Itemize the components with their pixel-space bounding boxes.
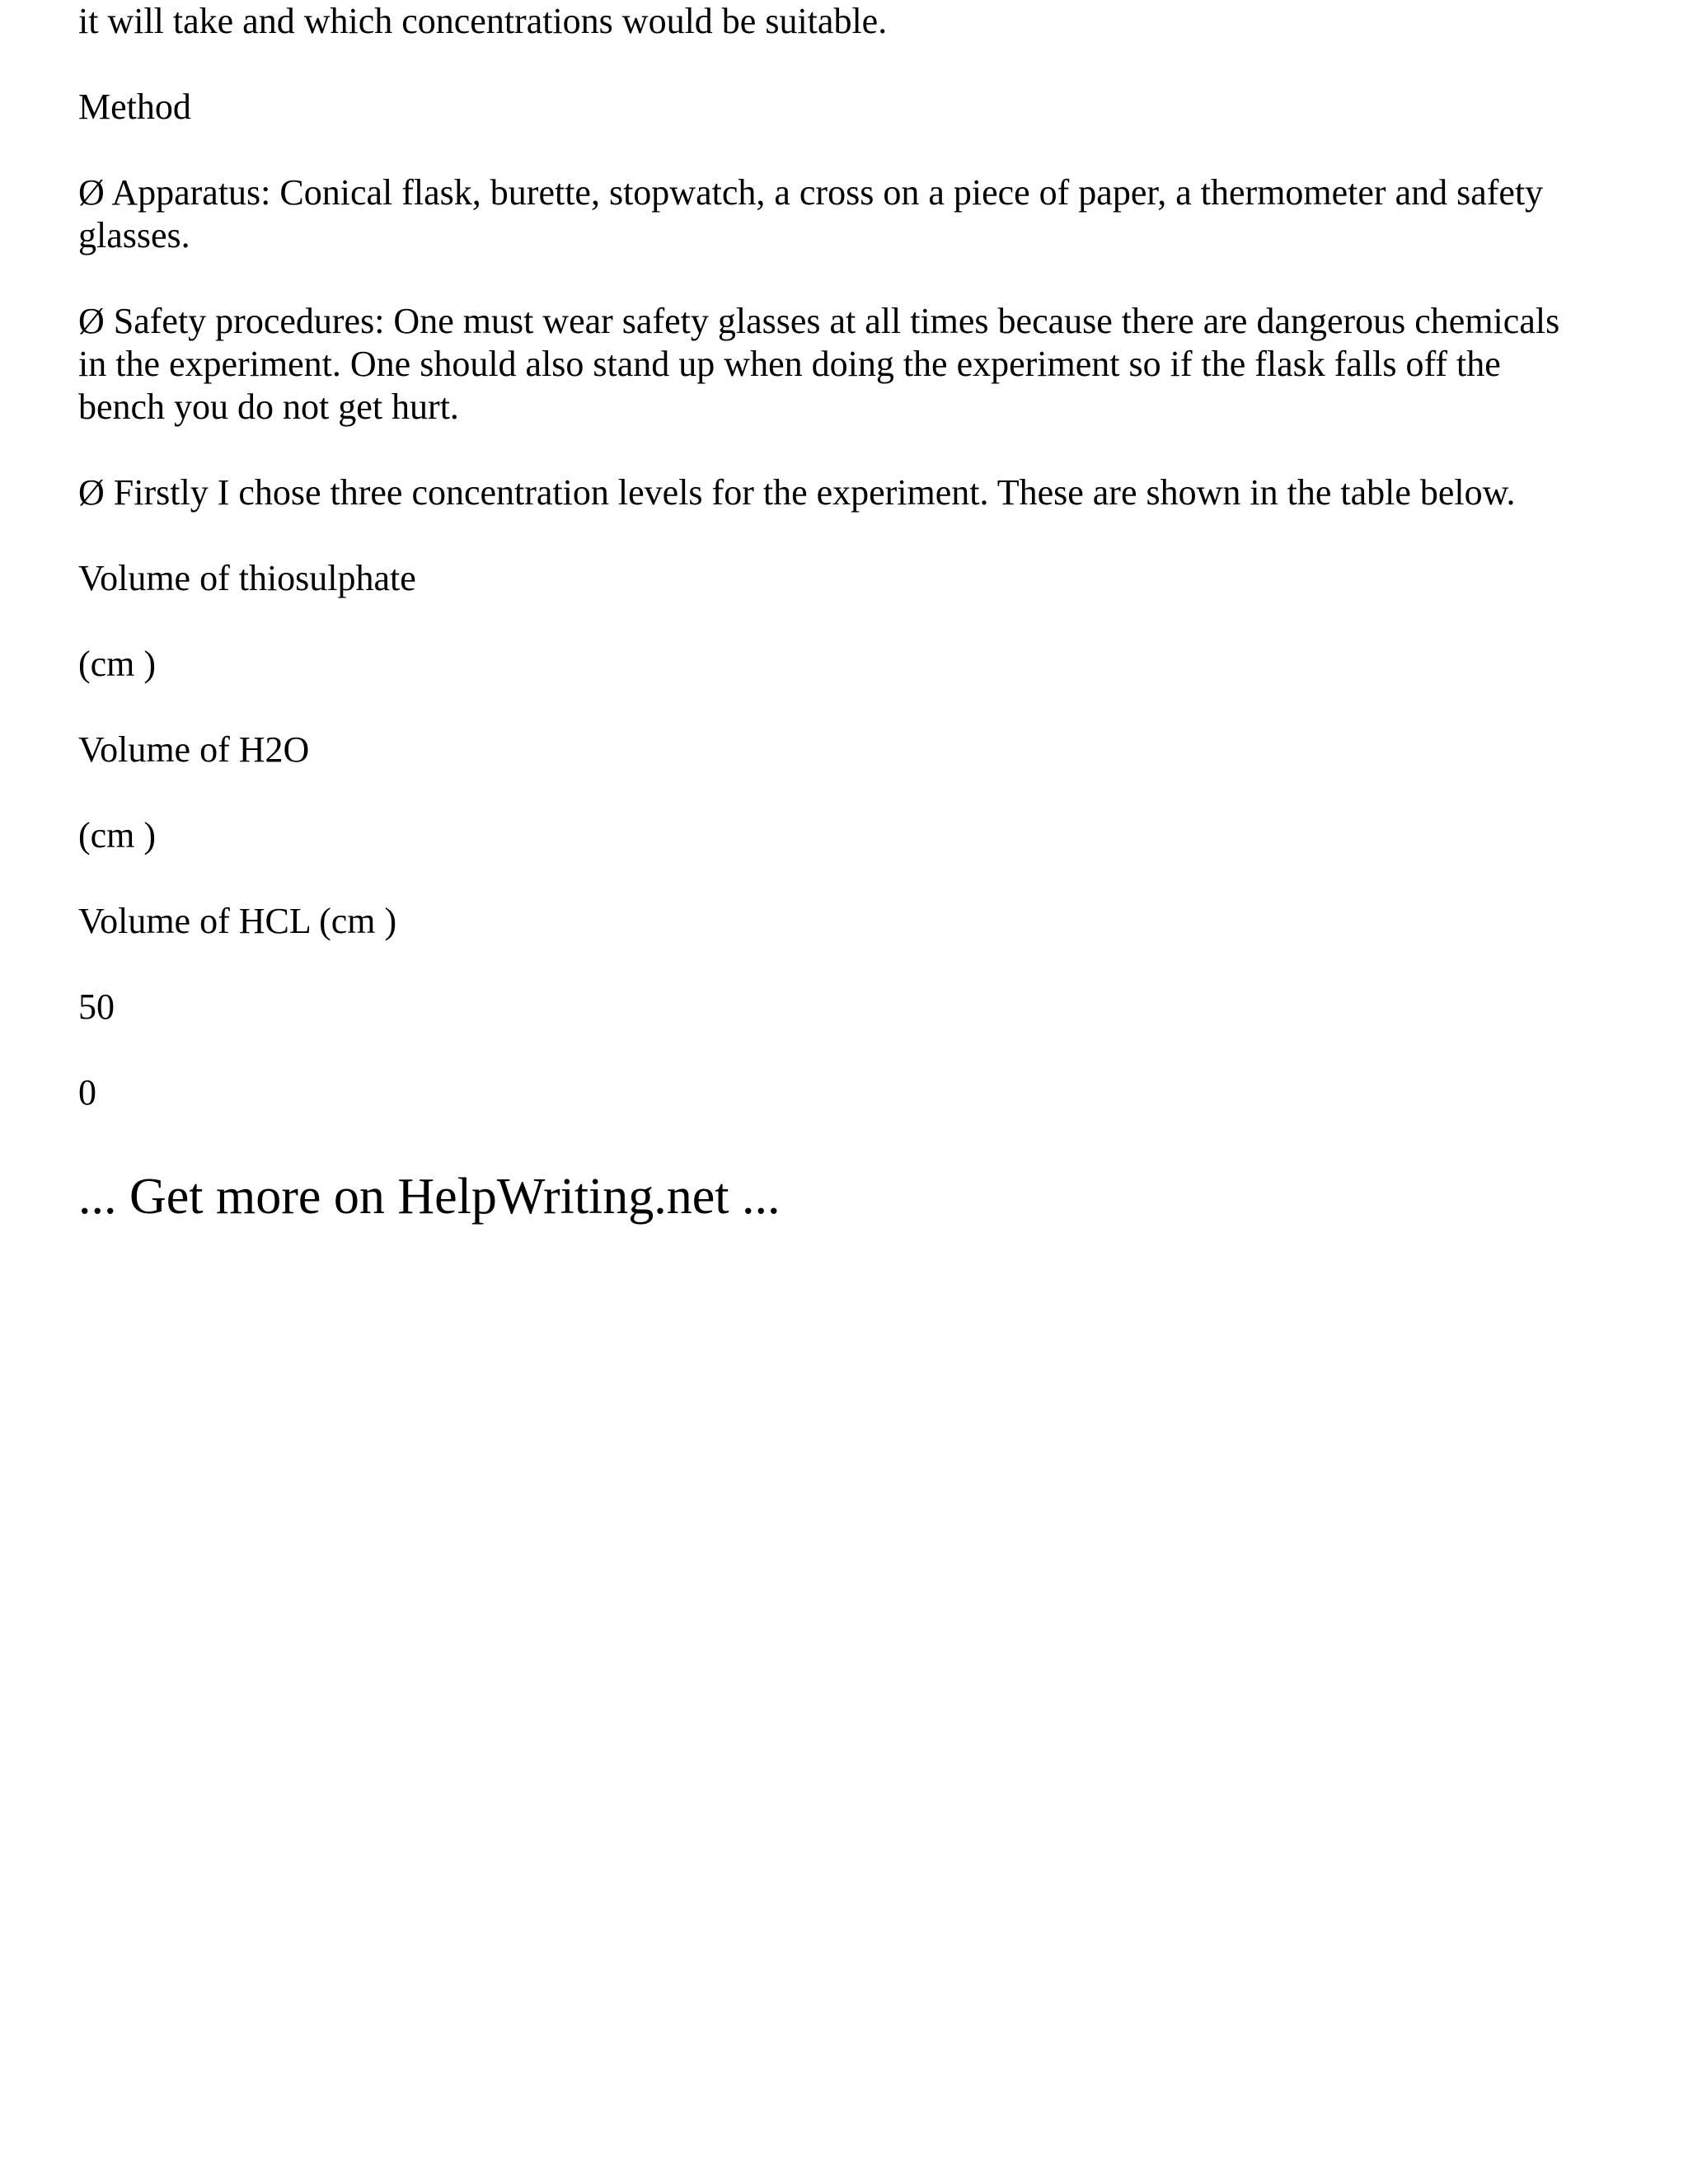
concentration-bullet: Ø Firstly I chose three concentration levels for the experiment. These are shown in the table below. bbox=[78, 472, 1516, 513]
table-cell-value-2: 0 bbox=[78, 1072, 96, 1113]
safety-bullet-line-2: in the experiment. One should also stand up when doing the experiment so if the flask falls off the bbox=[78, 344, 1501, 384]
table-unit-thiosulphate: (cm ) bbox=[78, 644, 157, 684]
table-header-water: Volume of H2O bbox=[78, 729, 310, 770]
method-heading: Method bbox=[78, 87, 191, 127]
table-header-thiosulphate: Volume of thiosulphate bbox=[78, 558, 416, 598]
apparatus-bullet-line-2: glasses. bbox=[78, 215, 190, 255]
safety-bullet-line-3: bench you do not get hurt. bbox=[78, 387, 459, 427]
intro-text-line: it will take and which concentrations would be suitable. bbox=[78, 1, 888, 41]
table-cell-value-1: 50 bbox=[78, 987, 115, 1027]
table-header-hcl: Volume of HCL (cm ) bbox=[78, 901, 397, 941]
apparatus-bullet-line-1: Ø Apparatus: Conical flask, burette, stopwatch, a cross on a piece of paper, a thermometer and safety bbox=[78, 172, 1544, 213]
safety-bullet-line-1: Ø Safety procedures: One must wear safety glasses at all times because there are dangerous chemicals bbox=[78, 301, 1560, 341]
helpwriting-link[interactable]: ... Get more on HelpWriting.net ... bbox=[78, 1169, 781, 1225]
table-unit-water: (cm ) bbox=[78, 815, 157, 855]
